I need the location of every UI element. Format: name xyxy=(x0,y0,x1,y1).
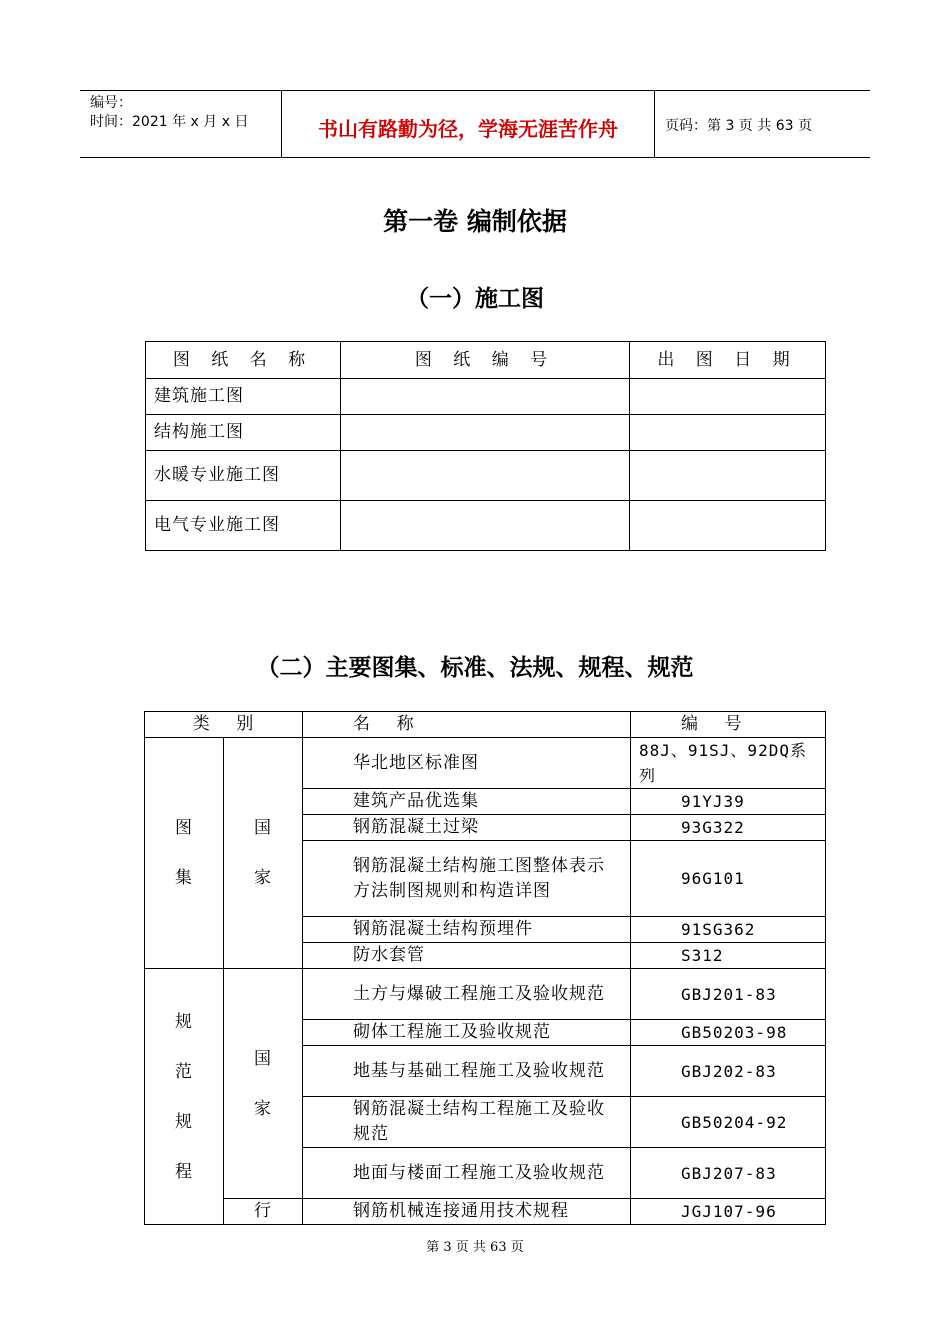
standard-code: GBJ202-83 xyxy=(631,1046,826,1097)
standard-name: 地基与基础工程施工及验收规范 xyxy=(303,1046,631,1097)
standard-name: 钢筋混凝土结构预埋件 xyxy=(303,917,631,943)
standard-code: 96G101 xyxy=(631,841,826,917)
standard-code: GBJ201-83 xyxy=(631,969,826,1020)
standard-code: S312 xyxy=(631,943,826,969)
page-footer: 第 3 页 共 63 页 xyxy=(426,1240,524,1255)
table-row xyxy=(146,379,826,415)
standard-name: 钢筋混凝土结构施工图整体表示方法制图规则和构造详图 xyxy=(303,841,631,917)
header-bottom-rule xyxy=(80,157,870,158)
level-cell: 国 家 xyxy=(224,969,303,1199)
category-cell: 图 集 xyxy=(145,738,224,969)
header-cell: 图 纸 编 号 xyxy=(341,342,630,379)
header-top-rule xyxy=(80,90,870,91)
standard-name: 钢筋混凝土过梁 xyxy=(303,815,631,841)
drawing-code xyxy=(341,379,630,415)
drawing-code xyxy=(341,415,630,451)
drawing-code xyxy=(341,501,630,551)
level-cell: 国 家 xyxy=(224,738,303,969)
name-header: 名 称 xyxy=(303,712,631,738)
drawing-name: 建筑施工图 xyxy=(146,379,341,415)
drawing-name: 结构施工图 xyxy=(146,415,341,451)
category-header: 类 别 xyxy=(145,712,303,738)
serial-label: 编号： xyxy=(90,95,132,111)
standard-name: 钢筋机械连接通用技术规程 xyxy=(303,1199,631,1225)
volume-title: 第一卷 编制依据 xyxy=(383,207,567,236)
standard-name: 钢筋混凝土结构工程施工及验收规范 xyxy=(303,1097,631,1148)
date-text: 时间：2021 年 x 月 x 日 xyxy=(90,114,249,130)
header-motto: 书山有路勤为径，学海无涯苦作舟 xyxy=(318,117,618,141)
table-row xyxy=(145,969,826,1020)
standard-code: 91YJ39 xyxy=(631,789,826,815)
standard-code: GB50203-98 xyxy=(631,1020,826,1046)
table-row xyxy=(145,1199,826,1225)
drawing-date xyxy=(630,379,826,415)
standard-name: 土方与爆破工程施工及验收规范 xyxy=(303,969,631,1020)
standard-name: 华北地区标准图 xyxy=(303,738,631,789)
standard-name: 防水套管 xyxy=(303,943,631,969)
drawing-date xyxy=(630,451,826,501)
code-header: 编 号 xyxy=(631,712,826,738)
standard-name: 建筑产品优选集 xyxy=(303,789,631,815)
standard-code: GB50204-92 xyxy=(631,1097,826,1148)
header-cell: 出 图 日 期 xyxy=(630,342,826,379)
standard-name: 地面与楼面工程施工及验收规范 xyxy=(303,1148,631,1199)
section1-title: （一）施工图 xyxy=(406,286,544,312)
drawing-name: 电气专业施工图 xyxy=(146,501,341,551)
standard-code: JGJ107-96 xyxy=(631,1199,826,1225)
level-cell: 行 xyxy=(224,1199,303,1225)
drawing-code xyxy=(341,451,630,501)
category-cell: 规 范 规 程 xyxy=(145,969,224,1225)
section2-title: （二）主要图集、标准、法规、规程、规范 xyxy=(256,655,694,681)
header-divider xyxy=(654,91,655,158)
table-row xyxy=(146,501,826,551)
drawing-date xyxy=(630,415,826,451)
header-cell: 图 纸 名 称 xyxy=(146,342,341,379)
table-header-row xyxy=(145,712,826,738)
drawings-table xyxy=(145,341,826,551)
drawing-date xyxy=(630,501,826,551)
drawing-name: 水暖专业施工图 xyxy=(146,451,341,501)
standards-table xyxy=(144,711,826,1225)
page-info: 页码：第 3 页 共 63 页 xyxy=(665,118,812,134)
table-row xyxy=(146,415,826,451)
table-row xyxy=(145,738,826,789)
standard-code: 91SG362 xyxy=(631,917,826,943)
standard-name: 砌体工程施工及验收规范 xyxy=(303,1020,631,1046)
standard-code: GBJ207-83 xyxy=(631,1148,826,1199)
standard-code: 88J、91SJ、92DQ系列 xyxy=(631,738,826,789)
table-row xyxy=(146,451,826,501)
standard-code: 93G322 xyxy=(631,815,826,841)
table-header-row xyxy=(146,342,826,379)
